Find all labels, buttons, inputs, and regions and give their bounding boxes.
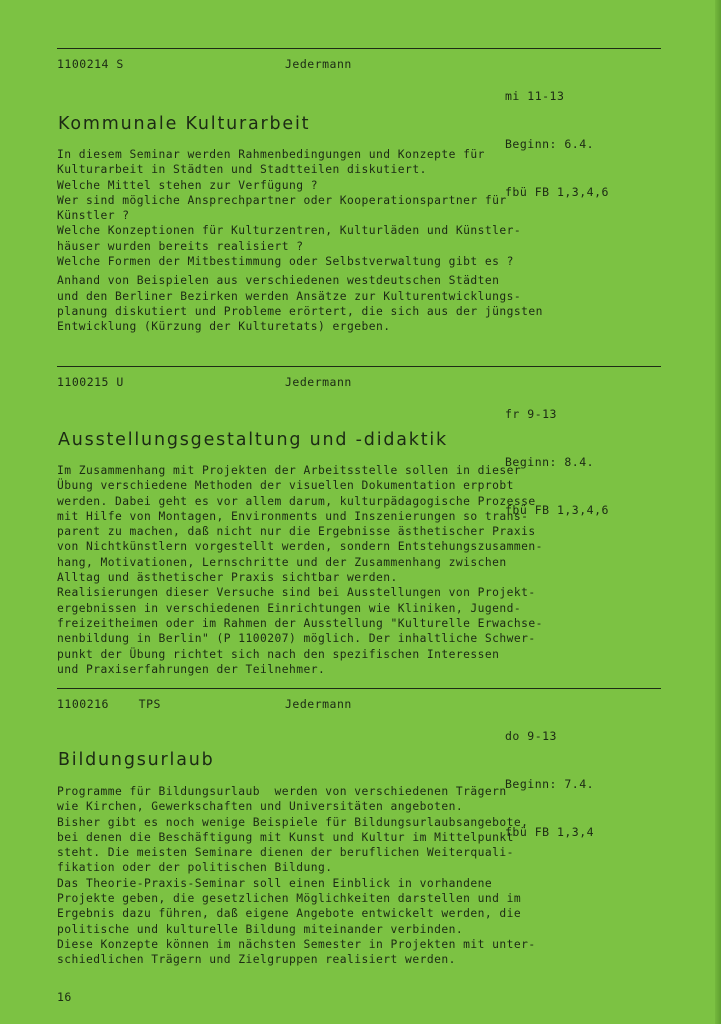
text-line: In diesem Seminar werden Rahmenbedingungen und Konzepte für (57, 148, 485, 161)
course-id (57, 56, 124, 72)
course-description (57, 147, 661, 335)
text-line: steht. Die meisten Seminare dienen der beruflichen Weiterquali- (57, 846, 514, 860)
text-line: politische und kulturelle Bildung miteinander verbinden. (57, 922, 464, 936)
text-line: nenbildung in Berlin" (P 1100207) möglich. Der inhaltliche Schwer- (57, 632, 536, 646)
text-line: Programme für Bildungsurlaub werden von verschiedenen Trägern (57, 785, 507, 798)
course-type: S (116, 57, 124, 71)
course-departments: fbü FB 1,3,4,6 (505, 185, 609, 199)
text-line: ergebnissen in verschiedenen Einrichtungen wie Kliniken, Jugend- (57, 601, 522, 615)
description-paragraph (57, 463, 661, 677)
page-edge (715, 0, 721, 1024)
divider-rule (57, 688, 661, 689)
text-line: Projekte geben, die gesetzlichen Möglichkeiten darstellen und im (57, 892, 522, 906)
text-line: bei denen die Beschäftigung mit Kunst und Kultur im Mittelpunkt (57, 830, 514, 844)
course-departments: fbü FB 1,3,4,6 (505, 503, 609, 517)
text-line: werden. Dabei geht es vor allem darum, kulturpädagogische Prozesse (57, 494, 536, 508)
divider-rule (57, 48, 661, 49)
course-audience: Jedermann (285, 57, 352, 71)
course-number: 1100214 (57, 57, 109, 71)
text-line: fikation oder der politischen Bildung. (57, 861, 333, 875)
course-entry-1100214 (57, 48, 661, 348)
description-paragraph (57, 147, 661, 269)
text-line: Welche Mittel stehen zur Verfügung ? (57, 178, 319, 192)
course-time: mi 11-13 (505, 89, 565, 103)
text-line: Im Zusammenhang mit Projekten der Arbeitsstelle sollen in dieser (57, 464, 522, 477)
text-line: Entwicklung (Kürzung der Kulturetats) ergeben. (57, 320, 391, 334)
course-title: Kommunale Kulturarbeit (58, 114, 311, 134)
text-line: Diese Konzepte können im nächsten Semester in Projekten mit unter- (57, 937, 536, 951)
text-line: punkt der Übung richtet sich nach den spezifischen Interessen (57, 647, 500, 661)
text-line: planung diskutiert und Probleme erörtert, die sich aus der jüngsten (57, 304, 543, 318)
text-line: parent zu machen, daß nicht nur die Ergebnisse ästhetischer Praxis (57, 525, 536, 539)
description-paragraph (57, 273, 661, 334)
course-time: fr 9-13 (505, 407, 557, 421)
text-line: mit Hilfe von Montagen, Environments und Inszenierungen so trans- (57, 509, 529, 523)
course-id (57, 374, 124, 390)
text-line: Welche Konzeptionen für Kulturzentren, Kulturläden und Künstler- (57, 224, 522, 238)
course-entry-1100215 (57, 366, 661, 676)
text-line: und den Berliner Bezirken werden Ansätze zur Kulturentwicklungs- (57, 289, 522, 303)
course-type: U (116, 375, 124, 389)
course-number: 1100215 (57, 375, 109, 389)
course-start: Beginn: 8.4. (505, 455, 595, 469)
text-line: Realisierungen dieser Versuche sind bei Ausstellungen von Projekt- (57, 586, 536, 600)
divider-rule (57, 366, 661, 367)
course-number: 1100216 (57, 697, 109, 711)
text-line: Wer sind mögliche Ansprechpartner oder Kooperationspartner für (57, 193, 507, 207)
text-line: häuser wurden bereits realisiert ? (57, 239, 304, 253)
text-line: Kulturarbeit in Städten und Stadtteilen diskutiert. (57, 163, 427, 177)
course-entry-1100216 (57, 688, 661, 968)
text-line: Bisher gibt es noch wenige Beispiele für Bildungsurlaubsangebote, (57, 815, 529, 829)
text-line: Alltag und ästhetischer Praxis sichtbar werden. (57, 571, 398, 585)
text-line: wie Kirchen, Gewerkschaften und Universitäten angeboten. (57, 800, 464, 814)
text-line: Ergebnis dazu führen, daß eigene Angebote entwickelt werden, die (57, 907, 522, 921)
text-line: von Nichtkünstlern vorgestellt werden, sondern Entstehungszusammen- (57, 540, 543, 554)
course-start: Beginn: 6.4. (505, 137, 595, 151)
text-line: Künstler ? (57, 209, 130, 223)
course-audience: Jedermann (285, 375, 352, 389)
course-audience: Jedermann (285, 697, 352, 711)
text-line: hang, Motivationen, Lernschritte und der Zusammenhang zwischen (57, 555, 507, 569)
course-title: Ausstellungsgestaltung und -didaktik (58, 430, 448, 450)
text-line: schiedlichen Trägern und Zielgruppen realisiert werden. (57, 953, 456, 967)
text-line: Welche Formen der Mitbestimmung oder Selbstverwaltung gibt es ? (57, 255, 514, 269)
course-type: TPS (138, 697, 161, 711)
course-id (57, 696, 161, 712)
text-line: freizeitheimen oder im Rahmen der Ausstellung "Kulturelle Erwachse- (57, 616, 543, 630)
course-departments: fbü FB 1,3,4 (505, 825, 595, 839)
course-time: do 9-13 (505, 729, 557, 743)
text-line: und Praxiserfahrungen der Teilnehmer. (57, 662, 326, 676)
text-line: Das Theorie-Praxis-Seminar soll einen Einblick in vorhandene (57, 876, 493, 890)
text-line: Übung verschiedene Methoden der visuellen Dokumentation erprobt (57, 479, 514, 493)
course-description (57, 784, 661, 968)
text-line: Anhand von Beispielen aus verschiedenen westdeutschen Städten (57, 274, 500, 288)
course-description (57, 463, 661, 677)
page-number: 16 (57, 990, 72, 1004)
description-paragraph (57, 784, 661, 968)
course-title: Bildungsurlaub (58, 750, 215, 770)
course-start: Beginn: 7.4. (505, 777, 595, 791)
